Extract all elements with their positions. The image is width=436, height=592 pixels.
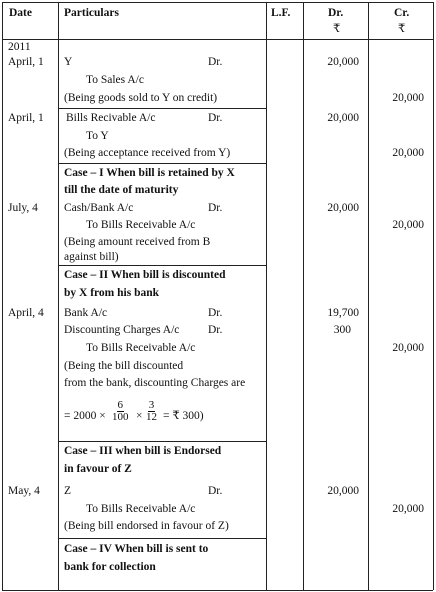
case1-dr-amount: 20,000: [327, 202, 359, 214]
case2-heading-line1: Case – II When bill is discounted: [64, 269, 226, 281]
entry-divider-3: [58, 265, 266, 266]
column-divider-lf: [303, 2, 304, 590]
entry2-date: April, 1: [8, 112, 44, 124]
header-particulars: Particulars: [64, 7, 119, 19]
column-divider-date: [58, 2, 59, 590]
case3-debit-account: Z: [64, 485, 72, 497]
entry1-narration: (Being goods sold to Y on credit): [64, 92, 218, 104]
case1-date: July, 4: [8, 202, 38, 214]
case4-heading-line2: bank for collection: [64, 561, 156, 573]
header-cr-currency: ₹: [398, 23, 406, 35]
entry1-debit-account: Y: [64, 56, 73, 68]
case2-formula-prefix: = 2000 ×: [64, 410, 106, 422]
case4-heading-line1: Case – IV When bill is sent to: [64, 543, 209, 555]
case2-debit-account-1: Bank A/c: [64, 307, 108, 319]
table-border-left: [2, 2, 3, 590]
case2-cr-amount: 20,000: [392, 342, 424, 354]
entry1-cr-amount: 20,000: [392, 92, 424, 104]
entry-divider-2: [58, 163, 266, 164]
case2-fraction-rate: [112, 400, 129, 423]
table-border-right: [433, 2, 434, 590]
entry2-narration: (Being acceptance received from Y): [64, 147, 231, 159]
entry-divider-5: [58, 538, 266, 539]
case1-narration-line2: against bill): [64, 251, 119, 263]
entry-year: 2011: [8, 41, 31, 53]
case1-heading-line2: till the date of maturity: [64, 184, 179, 196]
case2-frac1-num: 6: [117, 399, 123, 411]
case2-credit-account: To Bills Receivable A/c: [86, 342, 196, 354]
header-lf: L.F.: [271, 7, 291, 19]
case2-dr-amount-1: 19,700: [327, 307, 359, 319]
case2-formula-suffix: = ₹ 300): [163, 410, 204, 422]
case3-heading-line2: in favour of Z: [64, 463, 132, 475]
case1-credit-account: To Bills Receivable A/c: [86, 219, 196, 231]
entry2-cr-amount: 20,000: [392, 147, 424, 159]
case2-debit-account-2: Discounting Charges A/c: [64, 324, 180, 336]
case2-narration-line2: from the bank, discounting Charges are: [64, 377, 246, 389]
case3-dr-marker: Dr.: [208, 485, 223, 497]
case1-narration-line1: (Being amount received from B: [64, 236, 211, 248]
case2-narration-line1: (Being the bill discounted: [64, 360, 184, 372]
case2-frac2-den: 12: [146, 411, 157, 423]
case1-cr-amount: 20,000: [392, 219, 424, 231]
entry-divider-4: [58, 441, 266, 442]
case1-heading-line1: Case – I When bill is retained by X: [64, 167, 235, 179]
case2-date: April, 4: [8, 307, 44, 319]
table-border-top: [2, 2, 433, 3]
entry2-dr-amount: 20,000: [327, 112, 359, 124]
case2-frac1-den: 100: [112, 411, 129, 423]
case3-cr-amount: 20,000: [392, 503, 424, 515]
entry1-date: April, 1: [8, 56, 44, 68]
entry2-credit-account: To Y: [86, 130, 109, 142]
case2-fraction-period: [146, 400, 157, 423]
case3-dr-amount: 20,000: [327, 485, 359, 497]
case1-dr-marker: Dr.: [208, 202, 223, 214]
entry1-dr-amount: 20,000: [327, 56, 359, 68]
case3-heading-line1: Case – III when bill is Endorsed: [64, 445, 222, 457]
case3-credit-account: To Bills Receivable A/c: [86, 503, 196, 515]
case3-narration: (Being bill endorsed in favour of Z): [64, 520, 229, 532]
header-dr-currency: ₹: [333, 23, 341, 35]
case2-frac2-num: 3: [148, 399, 155, 411]
case3-date: May, 4: [8, 485, 40, 497]
entry2-dr-marker: Dr.: [208, 112, 223, 124]
entry2-debit-account: Bills Recivable A/c: [66, 112, 156, 124]
case2-formula-times: ×: [136, 410, 143, 422]
case2-dr-amount-2: 300: [333, 324, 351, 336]
table-border-bottom: [2, 590, 433, 591]
entry1-dr-marker: Dr.: [208, 56, 223, 68]
header-cr: Cr.: [394, 7, 410, 19]
entry1-credit-account: To Sales A/c: [86, 74, 144, 86]
header-divider: [2, 39, 433, 40]
case2-heading-line2: by X from his bank: [64, 287, 160, 299]
header-date: Date: [9, 7, 32, 19]
entry-divider-1: [58, 108, 266, 109]
header-dr: Dr.: [328, 7, 344, 19]
case2-dr-marker-1: Dr.: [208, 307, 223, 319]
column-divider-particulars: [266, 2, 267, 590]
case2-dr-marker-2: Dr.: [208, 324, 223, 336]
case1-debit-account: Cash/Bank A/c: [64, 202, 134, 214]
